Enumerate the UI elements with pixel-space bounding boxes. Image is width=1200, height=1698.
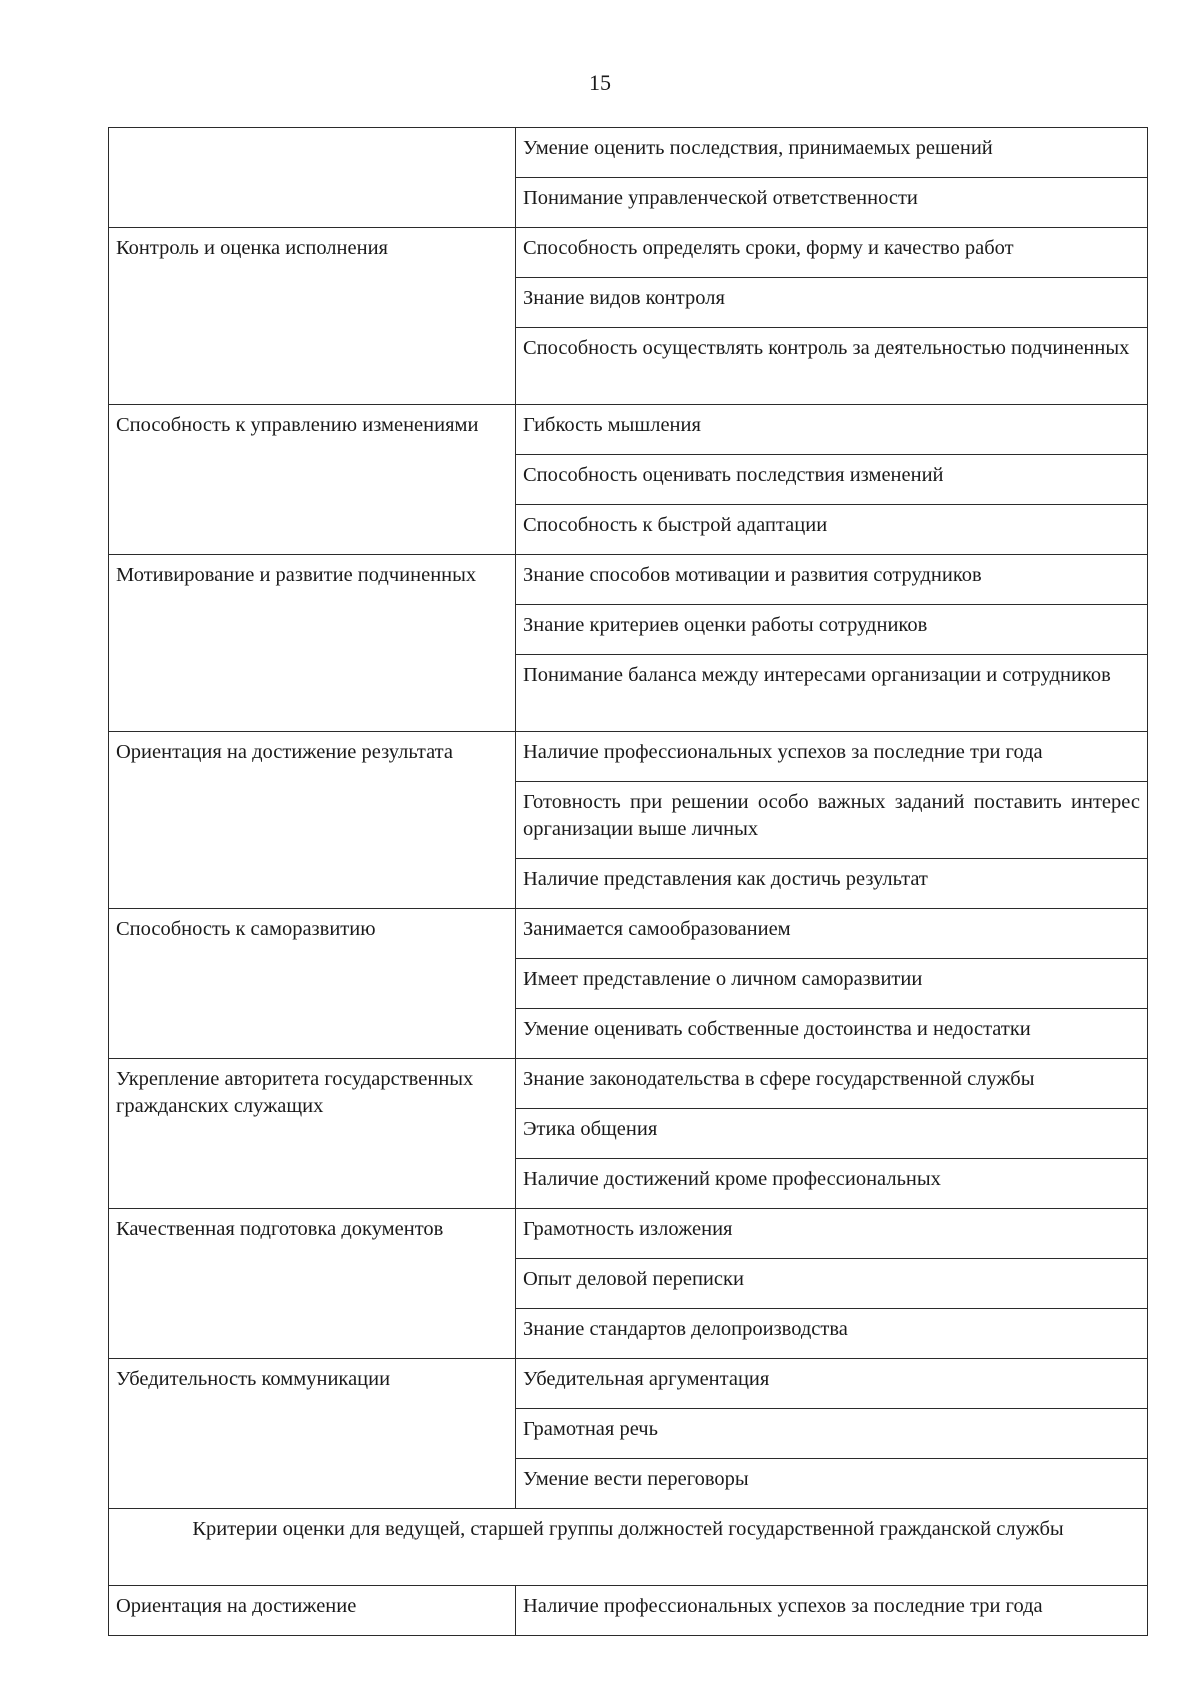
indicator-cell: Наличие профессиональных успехов за последние три года <box>516 1586 1148 1636</box>
criterion-cell: Способность к управлению изменениями <box>109 405 516 555</box>
indicator-cell: Убедительная аргументация <box>516 1359 1148 1409</box>
section-heading-row <box>109 1509 1148 1586</box>
table-row <box>109 1059 1148 1109</box>
table-row <box>109 228 1148 278</box>
section-heading: Критерии оценки для ведущей, старшей группы должностей государственной гражданской службы <box>109 1509 1148 1586</box>
indicator-cell: Знание стандартов делопроизводства <box>516 1309 1148 1359</box>
indicator-cell: Понимание баланса между интересами организации и сотрудников <box>516 655 1148 732</box>
indicator-cell: Грамотность изложения <box>516 1209 1148 1259</box>
criterion-cell: Убедительность коммуникации <box>109 1359 516 1509</box>
table-row <box>109 1586 1148 1636</box>
indicator-cell: Знание способов мотивации и развития сотрудников <box>516 555 1148 605</box>
indicator-cell: Грамотная речь <box>516 1409 1148 1459</box>
criterion-cell: Ориентация на достижение <box>109 1586 516 1636</box>
indicator-cell: Готовность при решении особо важных заданий поставить интерес организации выше личных <box>516 782 1148 859</box>
indicator-cell: Умение вести переговоры <box>516 1459 1148 1509</box>
indicator-cell: Наличие профессиональных успехов за последние три года <box>516 732 1148 782</box>
indicator-cell: Занимается самообразованием <box>516 909 1148 959</box>
indicator-cell: Способность оценивать последствия изменений <box>516 455 1148 505</box>
indicator-cell: Наличие представления как достичь результат <box>516 859 1148 909</box>
indicator-cell: Понимание управленческой ответственности <box>516 178 1148 228</box>
criterion-cell: Мотивирование и развитие подчиненных <box>109 555 516 732</box>
indicator-cell: Наличие достижений кроме профессиональных <box>516 1159 1148 1209</box>
indicator-cell: Опыт деловой переписки <box>516 1259 1148 1309</box>
indicator-cell: Гибкость мышления <box>516 405 1148 455</box>
criteria-table <box>108 127 1148 1636</box>
criterion-cell <box>109 128 516 228</box>
indicator-cell: Знание видов контроля <box>516 278 1148 328</box>
criterion-cell: Контроль и оценка исполнения <box>109 228 516 405</box>
criterion-cell: Качественная подготовка документов <box>109 1209 516 1359</box>
indicator-cell: Способность осуществлять контроль за деятельностью подчиненных <box>516 328 1148 405</box>
criterion-cell: Укрепление авторитета государственных гражданских служащих <box>109 1059 516 1209</box>
indicator-cell: Знание критериев оценки работы сотрудников <box>516 605 1148 655</box>
page-number: 15 <box>589 70 611 95</box>
indicator-cell: Способность к быстрой адаптации <box>516 505 1148 555</box>
indicator-cell: Знание законодательства в сфере государственной службы <box>516 1059 1148 1109</box>
criterion-cell: Ориентация на достижение результата <box>109 732 516 909</box>
indicator-cell: Способность определять сроки, форму и качество работ <box>516 228 1148 278</box>
table-row <box>109 909 1148 959</box>
indicator-cell: Умение оценивать собственные достоинства и недостатки <box>516 1009 1148 1059</box>
table-row <box>109 732 1148 782</box>
indicator-cell: Этика общения <box>516 1109 1148 1159</box>
criterion-cell: Способность к саморазвитию <box>109 909 516 1059</box>
table-row <box>109 405 1148 455</box>
table-row <box>109 128 1148 178</box>
table-row <box>109 555 1148 605</box>
indicator-cell: Умение оценить последствия, принимаемых решений <box>516 128 1148 178</box>
table-row <box>109 1359 1148 1409</box>
indicator-cell: Имеет представление о личном саморазвитии <box>516 959 1148 1009</box>
table-row <box>109 1209 1148 1259</box>
